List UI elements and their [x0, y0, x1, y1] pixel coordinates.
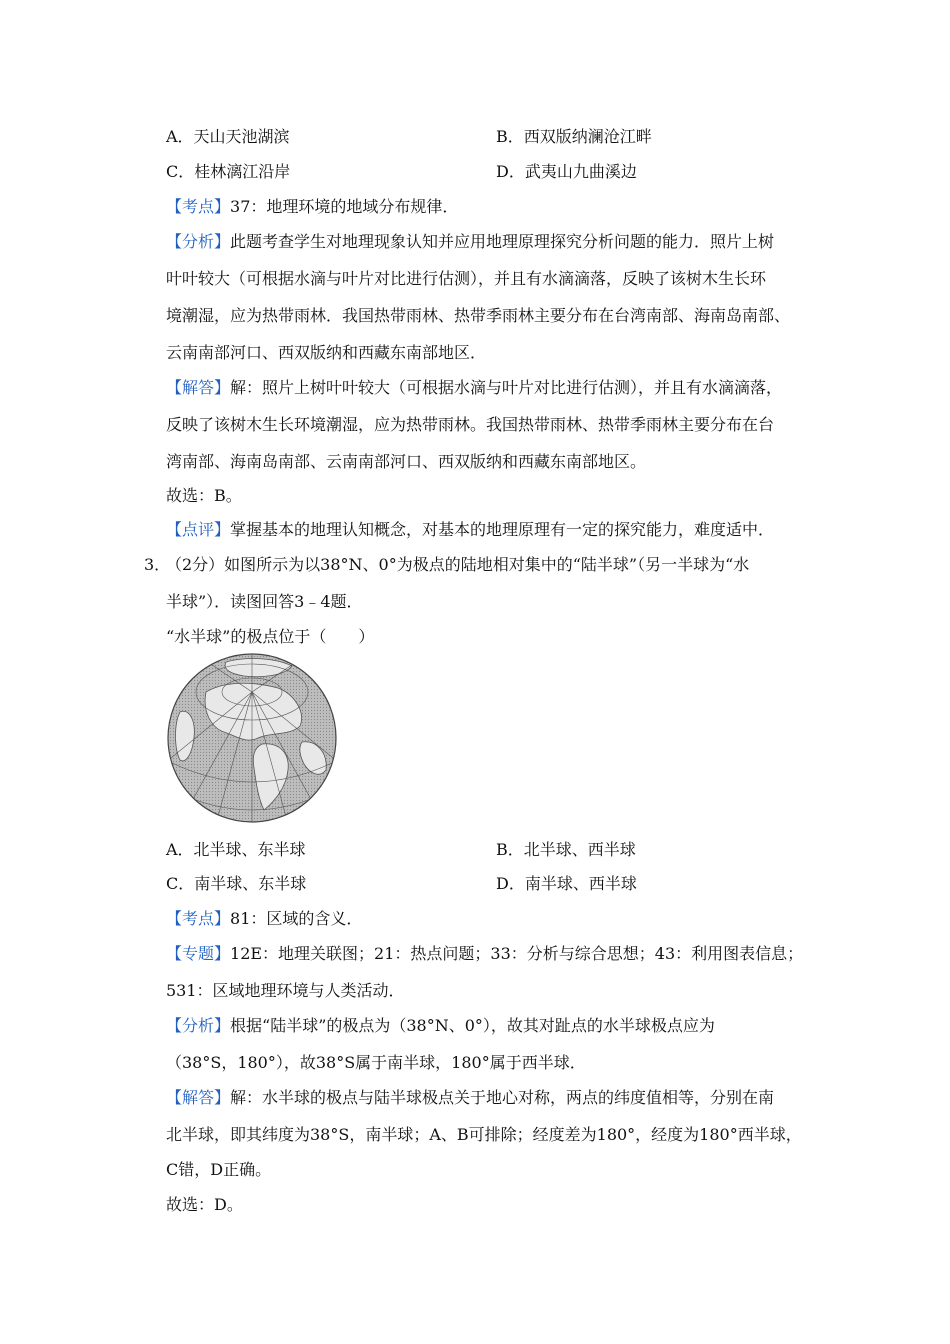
q3-stem-line-2: 半球”）．读图回答3﹣4题．: [166, 592, 363, 611]
q3-jieda-line-2: 北半球，即其纬度为38°S，南半球；A、B可排除；经度差为180°，经度为180°西半球，: [166, 1125, 802, 1144]
jieda-tag: 【解答】: [166, 1088, 231, 1107]
q2-fenxi-line-1: [166, 232, 774, 252]
q2-option-d: D．武夷山九曲溪边: [496, 162, 637, 181]
jieda-text: 解：水半球的极点与陆半球极点关于地心对称，两点的纬度值相等，分别在南: [230, 1088, 775, 1107]
kaodian-text: 81：区域的含义．: [230, 909, 363, 928]
fenxi-text: 根据“陆半球”的极点为（38°N、0°），故其对趾点的水半球极点应为: [230, 1016, 715, 1035]
dianping-text: 掌握基本的地理认知概念，对基本的地理原理有一定的探究能力，难度适中．: [230, 520, 775, 539]
q3-fenxi-line-1: [166, 1016, 715, 1036]
zhuanti-tag: 【专题】: [166, 944, 231, 963]
q3-option-a: A．北半球、东半球: [166, 840, 306, 859]
q3-zhuanti-line-1: [166, 944, 803, 964]
q2-answer: 故选：B。: [166, 486, 242, 505]
land-hemisphere-globe-image: [166, 652, 338, 824]
q2-fenxi-line-4: 云南南部河口、西双版纳和西藏东南部地区．: [166, 343, 487, 362]
q2-kaodian: [166, 197, 458, 217]
fenxi-tag: 【分析】: [166, 1016, 231, 1035]
q3-kaodian: [166, 909, 362, 929]
q3-zhuanti-line-2: 531：区域地理环境与人类活动．: [166, 981, 405, 1000]
q3-question: “水半球”的极点位于（ ）: [166, 627, 375, 646]
q3-jieda-line-3: C错，D正确。: [166, 1160, 272, 1179]
q3-jieda-line-1: [166, 1088, 774, 1108]
q2-jieda-line-1: [166, 378, 782, 398]
q2-option-b: B．西双版纳澜沧江畔: [496, 127, 652, 146]
dianping-tag: 【点评】: [166, 520, 231, 539]
q2-jieda-line-2: 反映了该树木生长环境潮湿，应为热带雨林。我国热带雨林、热带季雨林主要分布在台: [166, 415, 775, 434]
q3-option-d: D．南半球、西半球: [496, 874, 637, 893]
q3-number: 3．: [144, 555, 171, 574]
q2-fenxi-line-2: 叶叶较大（可根据水滴与叶片对比进行估测），并且有水滴滴落，反映了该树木生长环: [166, 269, 767, 288]
fenxi-text: 此题考查学生对地理现象认知并应用地理原理探究分析问题的能力．照片上树: [230, 232, 775, 251]
kaodian-text: 37：地理环境的地域分布规律．: [230, 197, 459, 216]
q3-fenxi-line-2: （38°S，180°），故38°S属于南半球，180°属于西半球．: [166, 1053, 586, 1072]
zhuanti-text: 12E：地理关联图；21：热点问题；33：分析与综合思想；43：利用图表信息；: [230, 944, 804, 963]
q2-option-a: A．天山天池湖滨: [166, 127, 290, 146]
q2-option-c: C．桂林漓江沿岸: [166, 162, 291, 181]
kaodian-tag: 【考点】: [166, 909, 231, 928]
q2-jieda-line-3: 湾南部、海南岛南部、云南南部河口、西双版纳和西藏东南部地区。: [166, 452, 647, 471]
q3-option-b: B．北半球、西半球: [496, 840, 636, 859]
jieda-tag: 【解答】: [166, 378, 231, 397]
q2-dianping: [166, 520, 774, 540]
jieda-text: 解：照片上树叶叶较大（可根据水滴与叶片对比进行估测），并且有水滴滴落，: [230, 378, 783, 397]
kaodian-tag: 【考点】: [166, 197, 231, 216]
fenxi-tag: 【分析】: [166, 232, 231, 251]
q2-fenxi-line-3: 境潮湿，应为热带雨林．我国热带雨林、热带季雨林主要分布在台湾南部、海南岛南部、: [166, 306, 791, 325]
q3-answer: 故选：D。: [166, 1195, 243, 1214]
q3-stem-line-1: （2分）如图所示为以38°N、0°为极点的陆地相对集中的“陆半球”（另一半球为“水: [166, 555, 750, 574]
q3-option-c: C．南半球、东半球: [166, 874, 307, 893]
